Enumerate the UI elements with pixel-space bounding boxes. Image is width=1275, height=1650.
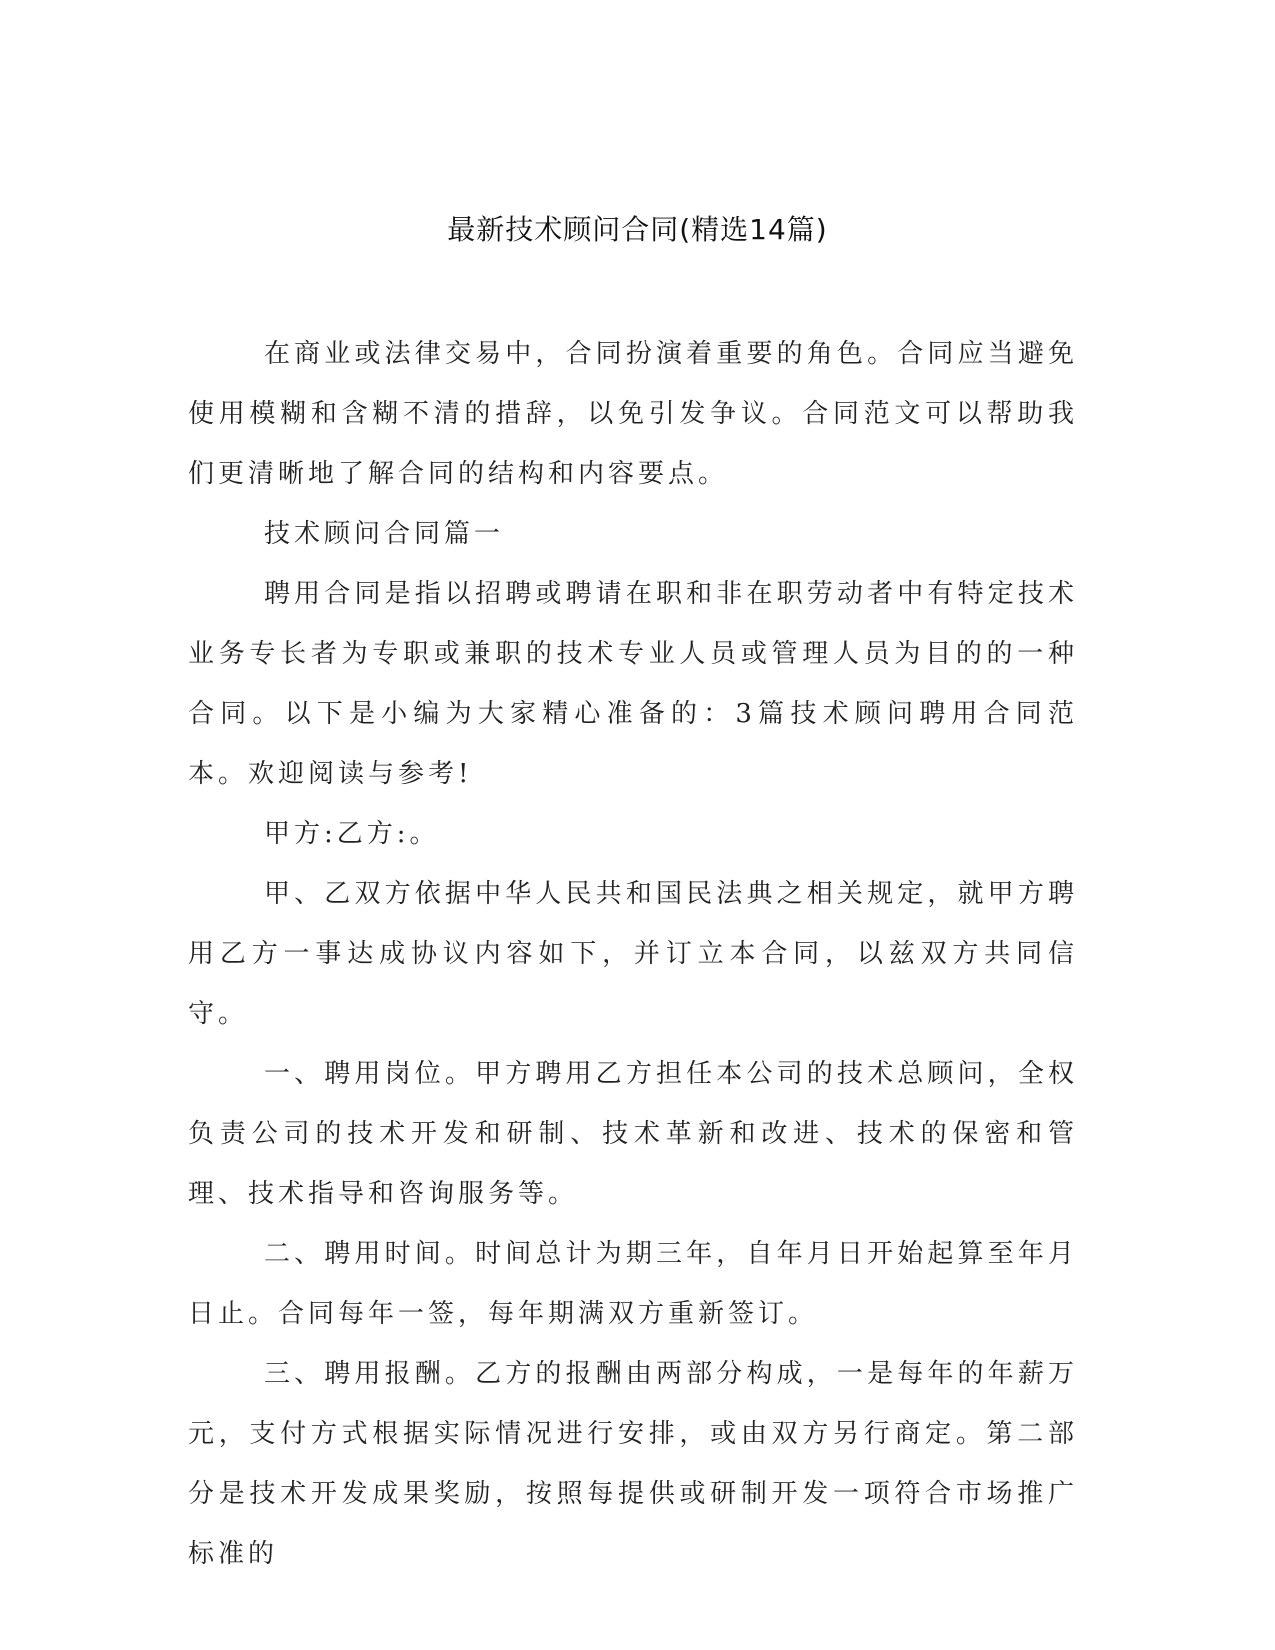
document-body (188, 324, 1078, 1584)
intro-paragraph: 在商业或法律交易中，合同扮演着重要的角色。合同应当避免使用模糊和含糊不清的措辞，以免引发争议。合同范文可以帮助我们更清晰地了解合同的结构和内容要点。 (188, 339, 1078, 489)
parties-line: 甲方:乙方:。 (264, 819, 440, 849)
clause-remuneration: 三、聘用报酬。乙方的报酬由两部分构成，一是每年的年薪万元，支付方式根据实际情况进行安排，或由双方另行商定。第二部分是技术开发成果奖励，按照每提供或研制开发一项符合市场推广标准的 (188, 1359, 1078, 1569)
clause-term: 二、聘用时间。时间总计为期三年，自年月日开始起算至年月日止。合同每年一签，每年期满双方重新签订。 (188, 1239, 1078, 1329)
agreement-paragraph: 甲、乙双方依据中华人民共和国民法典之相关规定，就甲方聘用乙方一事达成协议内容如下，并订立本合同，以兹双方共同信守。 (188, 879, 1078, 1029)
document-title: 最新技术顾问合同(精选14篇) (447, 213, 828, 246)
section-heading: 技术顾问合同篇一 (264, 519, 505, 549)
clause-position: 一、聘用岗位。甲方聘用乙方担任本公司的技术总顾问，全权负责公司的技术开发和研制、技术革新和改进、技术的保密和管理、技术指导和咨询服务等。 (188, 1059, 1078, 1209)
definition-paragraph: 聘用合同是指以招聘或聘请在职和非在职劳动者中有特定技术业务专长者为专职或兼职的技术专业人员或管理人员为目的的一种合同。以下是小编为大家精心准备的：3篇技术顾问聘用合同范本。欢迎阅读与参考! (188, 579, 1078, 789)
